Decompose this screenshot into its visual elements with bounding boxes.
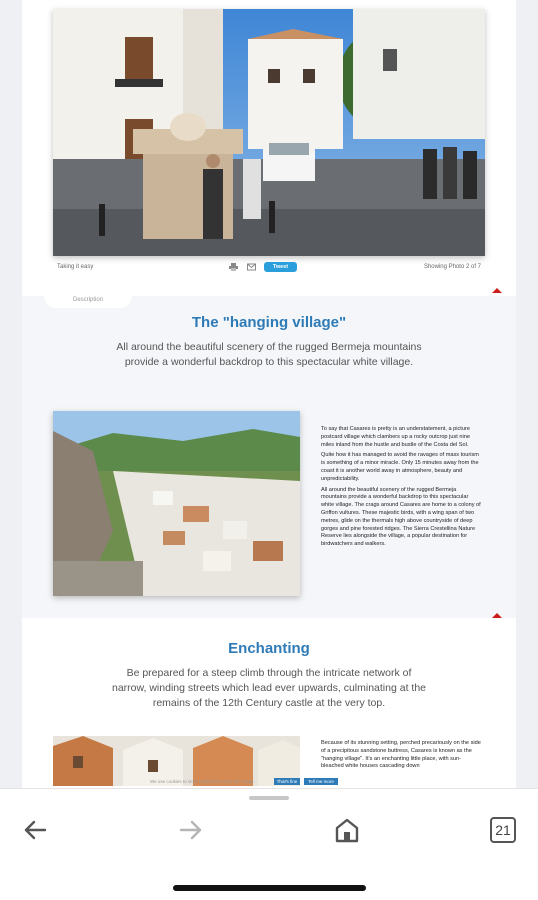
section-intro: All around the beautiful scenery of the rugged Bermeja mountains provide a wonderful backdrop to this spectacular white village. bbox=[116, 341, 422, 368]
body-paragraph: To say that Casares is pretty is an understatement, a picture postcard village which clambers up a rocky outcrop just nine miles inland from the hustle and bustle of the Costa del Sol. bbox=[321, 426, 470, 448]
section-title: The "hanging village" bbox=[191, 314, 347, 331]
section-body bbox=[321, 740, 481, 774]
browser-toolbar bbox=[0, 788, 538, 900]
sheet-handle[interactable] bbox=[249, 796, 289, 800]
cookie-accept-button[interactable]: That's fine bbox=[274, 778, 300, 785]
mail-icon[interactable] bbox=[247, 263, 256, 271]
back-arrow-icon bbox=[20, 815, 50, 845]
back-button[interactable] bbox=[20, 815, 50, 845]
tweet-button[interactable]: Tweet bbox=[264, 262, 297, 272]
print-icon[interactable] bbox=[229, 263, 238, 271]
hillside-image bbox=[53, 411, 300, 596]
body-paragraph: All around the beautiful scenery of the rugged Bermeja mountains provide a wonderful backdrop to this spectacular white village. The crags around Casares are home to a colony of Griffon vultures. These majestic birds, with a wing span of two metres, glide on the thermals high above countryside of deep gorges and pine forested ridges. The Sierra Crestellina Nature Reserve lies alongside the village, a popular destination for birdwatchers and walkers. bbox=[321, 486, 481, 548]
section-hanging-village bbox=[22, 296, 516, 618]
section-intro: Be prepared for a steep climb through the intricate network of narrow, winding streets which lead ever upwards, culminating at the remains of the 12th Century castle at the very top. bbox=[112, 667, 426, 709]
cookie-more-button[interactable]: Tell me more bbox=[304, 778, 338, 785]
body-paragraph: Quite how it has managed to avoid the ravages of mass tourism is something of a minor miracle. Only 15 minutes away from the coast it is another world away in atmosphere, beauty and unpredictability. bbox=[321, 452, 479, 482]
body-paragraph: Because of its stunning setting, perched precariously on the side of a precipitous sandstone buttress, Casares is known as the "hanging village". It's an enchanting little place, with sun-bleached white houses cascading down bbox=[321, 740, 481, 770]
section-enchanting bbox=[22, 622, 516, 788]
forward-arrow-icon bbox=[176, 815, 206, 845]
gallery-caption-bar bbox=[53, 262, 485, 274]
home-indicator[interactable] bbox=[173, 885, 366, 891]
page bbox=[22, 0, 516, 788]
photo-counter: Showing Photo 2 of 7 bbox=[423, 264, 481, 270]
photo-caption: Taking it easy bbox=[57, 264, 94, 270]
home-icon bbox=[332, 815, 362, 845]
forward-button[interactable] bbox=[176, 815, 206, 845]
village-hillside-photo[interactable] bbox=[53, 411, 300, 596]
scroll-top-arrow-icon[interactable] bbox=[492, 613, 502, 618]
section-title: Enchanting bbox=[228, 640, 310, 657]
village-square-image bbox=[53, 9, 485, 256]
description-tab[interactable]: Description bbox=[44, 296, 132, 308]
home-button[interactable] bbox=[332, 815, 362, 845]
tabs-icon: 21 bbox=[490, 817, 516, 843]
cookie-text: We use cookies to store preferences and site usage. bbox=[150, 779, 255, 784]
scroll-top-arrow-icon[interactable] bbox=[492, 288, 502, 293]
section-body bbox=[321, 426, 481, 552]
cookie-banner bbox=[150, 778, 360, 786]
tabs-button[interactable] bbox=[488, 815, 518, 845]
gallery-photo[interactable] bbox=[53, 9, 485, 256]
